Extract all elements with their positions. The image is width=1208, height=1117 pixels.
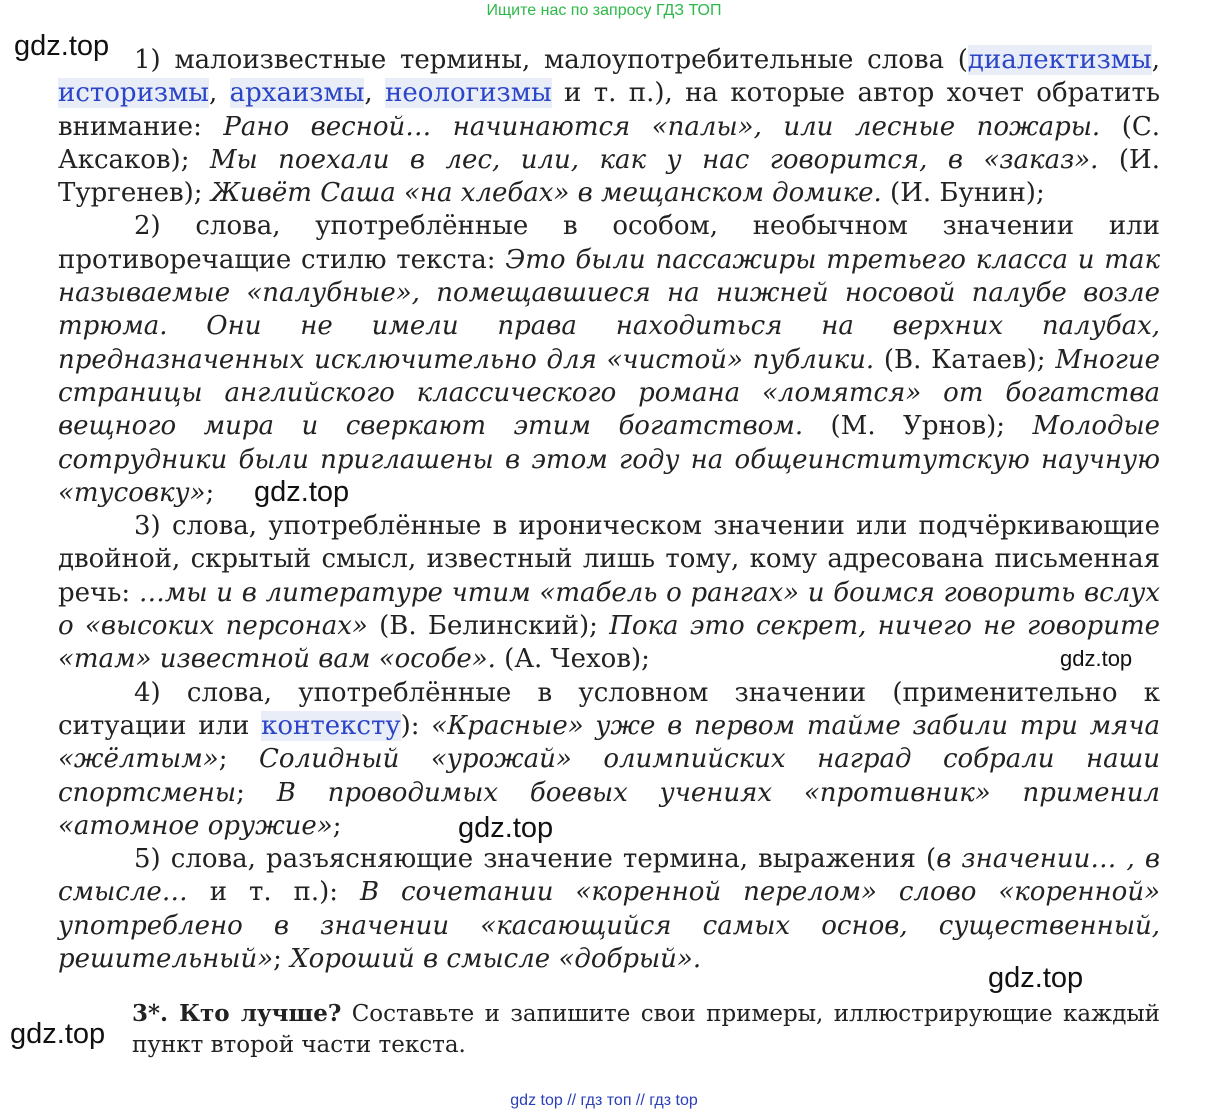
top-banner[interactable]: Ищите нас по запросу ГДЗ ТОП: [486, 2, 722, 19]
watermark-top-left: gdz.top: [14, 30, 110, 62]
item-2-intro: 2) слова, употреблённые в особом, необычном значении или противоречащие стилю текста:: [58, 211, 1160, 275]
watermark-bottom-right: gdz.top: [988, 962, 1084, 994]
item-1-text: и т. п.), на которые автор хочет обратить внимание:: [58, 78, 1161, 142]
source: (В. Белинский);: [367, 611, 610, 642]
item-5-text: и т. п.):: [187, 877, 360, 908]
item-1-intro: 1) малоизвестные термины, малоупотребительные слова (: [134, 45, 968, 75]
term-link-neologisms[interactable]: неологизмы: [385, 78, 552, 109]
source: (А. Чехов);: [495, 644, 650, 675]
watermark-bottom-left: gdz.top: [10, 1018, 106, 1050]
term-link-dialectisms[interactable]: диалектизмы: [967, 45, 1152, 75]
footer-links[interactable]: gdz top // гдз топ // гдз top: [510, 1092, 698, 1109]
item-4: [58, 677, 1160, 843]
item-2: [58, 210, 1160, 510]
source: ;: [205, 477, 215, 508]
item-3-intro: 3) слова, употреблённые в ироническом значении или подчёркивающие двойной, скрытый смысл, известный лишь тому, кому адресована письменная речь:: [58, 511, 1160, 608]
example: Молодые сотрудники были приглашены в этом году на общеинститутскую научную «тусовку»: [58, 411, 1161, 508]
example: Рано весной… начинаются «палы», или лесные пожары.: [223, 111, 1101, 142]
term-link-archaisms[interactable]: архаизмы: [229, 78, 365, 109]
sep: ,: [209, 78, 230, 109]
item-1: [58, 44, 1160, 210]
example: Хороший в смысле «добрый».: [290, 944, 702, 975]
item-4-intro: 4) слова, употреблённые в условном значении (применительно к ситуации или: [58, 677, 1160, 741]
term-link-historicisms[interactable]: историзмы: [58, 78, 209, 109]
example: В сочетании «коренной перелом» слово «коренной» употреблено в значении «касающийся самых основ, существенный, решительный»: [58, 877, 1160, 975]
source: (В. Катаев);: [874, 344, 1056, 375]
watermark-center: gdz.top: [458, 812, 554, 844]
sep: ;: [236, 777, 277, 808]
example: Солидный «урожай» олимпийских наград собрали наши спортсмены: [58, 744, 1160, 808]
sep: ;: [218, 744, 259, 775]
item-4-text: ):: [400, 710, 432, 741]
term-link-context[interactable]: контексту: [261, 710, 401, 741]
item-5-intro: 5) слова, разъясняющие значение термина, выражения (: [134, 844, 937, 875]
source: (И. Бунин);: [881, 178, 1045, 209]
example: В проводимых боевых учениях «противник» применил «атомное оружие»: [58, 777, 1160, 841]
source: (И. Тургенев);: [58, 144, 1160, 209]
example: в значении… , в смысле…: [58, 844, 1161, 908]
task-block: [132, 998, 1160, 1061]
main-text: [58, 44, 1160, 976]
sep: ,: [364, 78, 386, 109]
task-number: 3*.: [132, 1000, 169, 1027]
example: …мы и в литературе чтим «табель о рангах» и боимся говорить вслух о «высоких персонах»: [58, 577, 1160, 642]
source: (М. Урнов);: [803, 411, 1033, 442]
example: Это были пассажиры третьего класса и так называемые «палубные», помещавшиеся на нижней носовой палубе возле трюма. Они не имели права находиться на верхних палубах, предназначенных исключительно для «чистой» публики.: [58, 244, 1160, 375]
sep: ;: [332, 810, 342, 841]
source: (С. Аксаков);: [58, 111, 1160, 175]
example: Мы поехали в лес, или, как у нас говорится, в «заказ».: [209, 144, 1099, 175]
example: «Красные» уже в первом тайме забили три мяча «жёлтым»: [58, 710, 1161, 775]
sep: ;: [273, 944, 291, 975]
item-5: [58, 843, 1160, 976]
task-title: Кто лучше?: [168, 1000, 342, 1027]
task-text: Составьте и запишите свои примеры, иллюстрирующие каждый пункт второй части текста.: [132, 1001, 1160, 1058]
watermark-mid-left: gdz.top: [254, 476, 350, 508]
example: Многие страницы английского классического романа «ломятся» от богатства вещного мира и сверкают этим богатством.: [58, 344, 1160, 442]
watermark-mid-right: gdz.top: [1060, 646, 1133, 671]
sep: ,: [1151, 45, 1160, 75]
example: Живёт Саша «на хлебах» в мещанском домике.: [210, 178, 882, 209]
example: Пока это секрет, ничего не говорите «там» известной вам «особе».: [58, 611, 1160, 675]
item-3: [58, 510, 1160, 676]
